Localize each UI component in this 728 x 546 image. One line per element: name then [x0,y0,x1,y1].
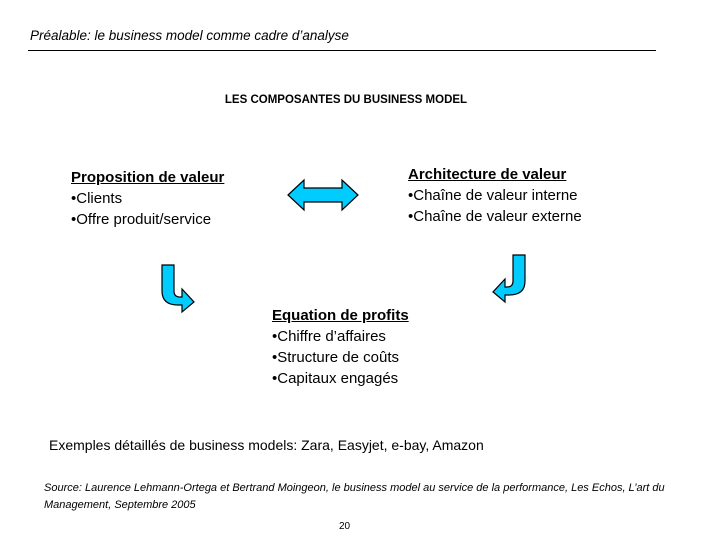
proposition-item: •Clients [71,190,123,207]
equation-heading: Equation de profits [272,307,409,324]
diagram-title [0,94,728,106]
equation-de-profits-block [272,305,409,389]
equation-item: •Structure de coûts [272,349,399,366]
architecture-de-valeur-block [408,164,582,227]
proposition-item: •Offre produit/service [71,211,212,228]
diagram-title-text: LES COMPOSANTES DU BUSINESS MODEL [224,94,468,106]
architecture-item: •Chaîne de valeur interne [408,187,578,204]
source-citation: Source: Laurence Lehmann-Ortega et Bertrand Moingeon, le business model au service de la performance, Les Echos, L’art du Management, Septembre 2005 [44,482,665,511]
architecture-heading: Architecture de valeur [408,166,567,183]
bent-arrow-down-left-icon [491,253,527,303]
examples-text: Exemples détaillés de business models: Zara, Easyjet, e-bay, Amazon [49,437,484,453]
architecture-item: •Chaîne de valeur externe [408,208,582,225]
proposition-heading: Proposition de valeur [71,169,225,186]
equation-item: •Capitaux engagés [272,370,399,387]
bent-arrow-down-right-icon [160,263,196,313]
proposition-de-valeur-block [71,167,224,230]
header-divider [28,50,656,51]
page-number: 20 [339,521,351,532]
page-header-title: Préalable: le business model comme cadre d’analyse [30,28,349,43]
double-arrow-icon [287,178,359,212]
equation-item: •Chiffre d’affaires [272,328,386,345]
